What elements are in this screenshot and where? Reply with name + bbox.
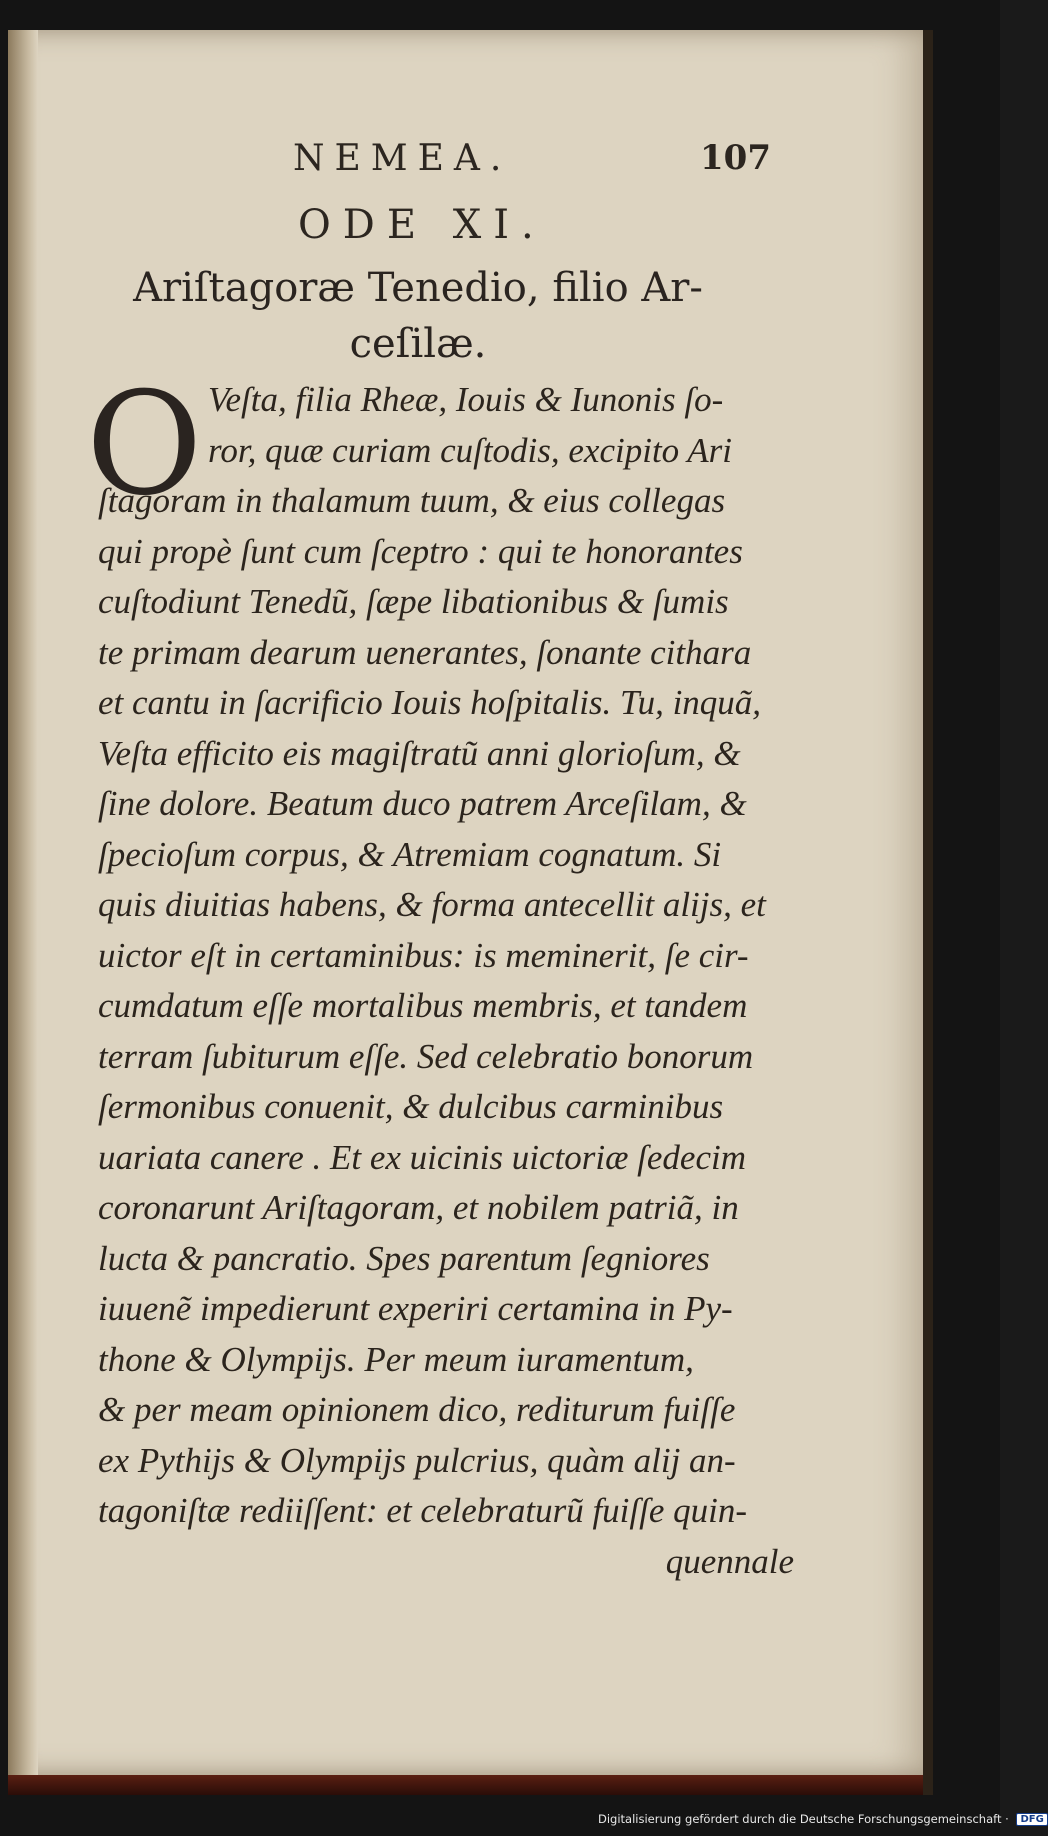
text-line: lucta & pancratio. Spes parentum ſegniores [98,1238,710,1278]
text-line: te primam dearum uenerantes, ſonante cithara [98,632,752,672]
heading-line: ceſilæ. [349,321,487,367]
running-head [8,138,923,188]
ode-heading [108,260,728,372]
page-gutter [8,30,38,1775]
text-line: cumdatum eſſe mortalibus membris, et tandem [98,986,748,1025]
text-line: ſtagoram in thalamum tuum, & eius collegas [98,481,726,520]
text-line: quis diuitias habens, & forma antecellit alijs, et [98,885,766,924]
text-line: ſine dolore. Beatum duco patrem Arceſilam, & [98,784,747,823]
text-line: Veſta efficito eis magiſtratũ anni glorioſum, & [98,733,741,773]
text-line: uictor eſt in certaminibus: is meminerit, ſe cir- [98,935,749,975]
credit-text: Digitalisierung gefördert durch die Deutsche Forschungsgemeinschaft · [598,1812,1009,1826]
text-line: ſpecioſum corpus, & Atremiam cognatum. Si [98,834,722,874]
drop-cap: O [86,362,203,527]
text-line: thone & Olympijs. Per meum iuramentum, [98,1339,694,1379]
catchword: quennale [665,1541,794,1581]
text-line: tagoniſtæ rediiſſent: et celebraturũ fuiſſe quin- [98,1491,748,1530]
page-number: 107 [700,138,771,178]
text-line: terram ſubiturum eſſe. Sed celebratio bonorum [98,1036,754,1076]
text-line: Veſta, filia Rheæ, Iouis & Iunonis ſo- [208,380,724,419]
text-line: ror, quæ curiam cuſtodis, excipito Ari [208,430,733,470]
ode-title: ODE XI. [298,202,546,248]
running-head-title: NEMEA. [293,138,512,179]
text-line: cuſtodiunt Tenedũ, ſæpe libationibus & ſumis [98,582,729,621]
text-line: ſermonibus conuenit, & dulcibus carminibus [98,1087,724,1126]
book-page [8,30,923,1775]
text-line: & per meam opinionem dico, rediturum fuiſſe [98,1390,736,1429]
text-line: ex Pythijs & Olympijs pulcrius, quàm alij an- [98,1440,736,1480]
dfg-logo: DFG [1016,1813,1047,1826]
text-line: et cantu in ſacrificio Iouis hoſpitalis. Tu, inquã, [98,683,762,722]
digitization-credit [598,1812,1048,1826]
page-fore-edge [923,30,933,1795]
body-text [98,375,798,1587]
page-bottom-edge [8,1775,923,1795]
text-line: uariata canere . Et ex uicinis uictoriæ ſedecim [98,1137,746,1177]
text-line: qui propè ſunt cum ſceptro : qui te honorantes [98,531,743,571]
text-line: coronarunt Ariſtagoram, et nobilem patriã, in [98,1188,739,1227]
text-line: iuuenẽ impedierunt experiri certamina in Py- [98,1289,733,1328]
heading-line: Ariſtagoræ Tenedio, filio Ar- [133,265,703,311]
